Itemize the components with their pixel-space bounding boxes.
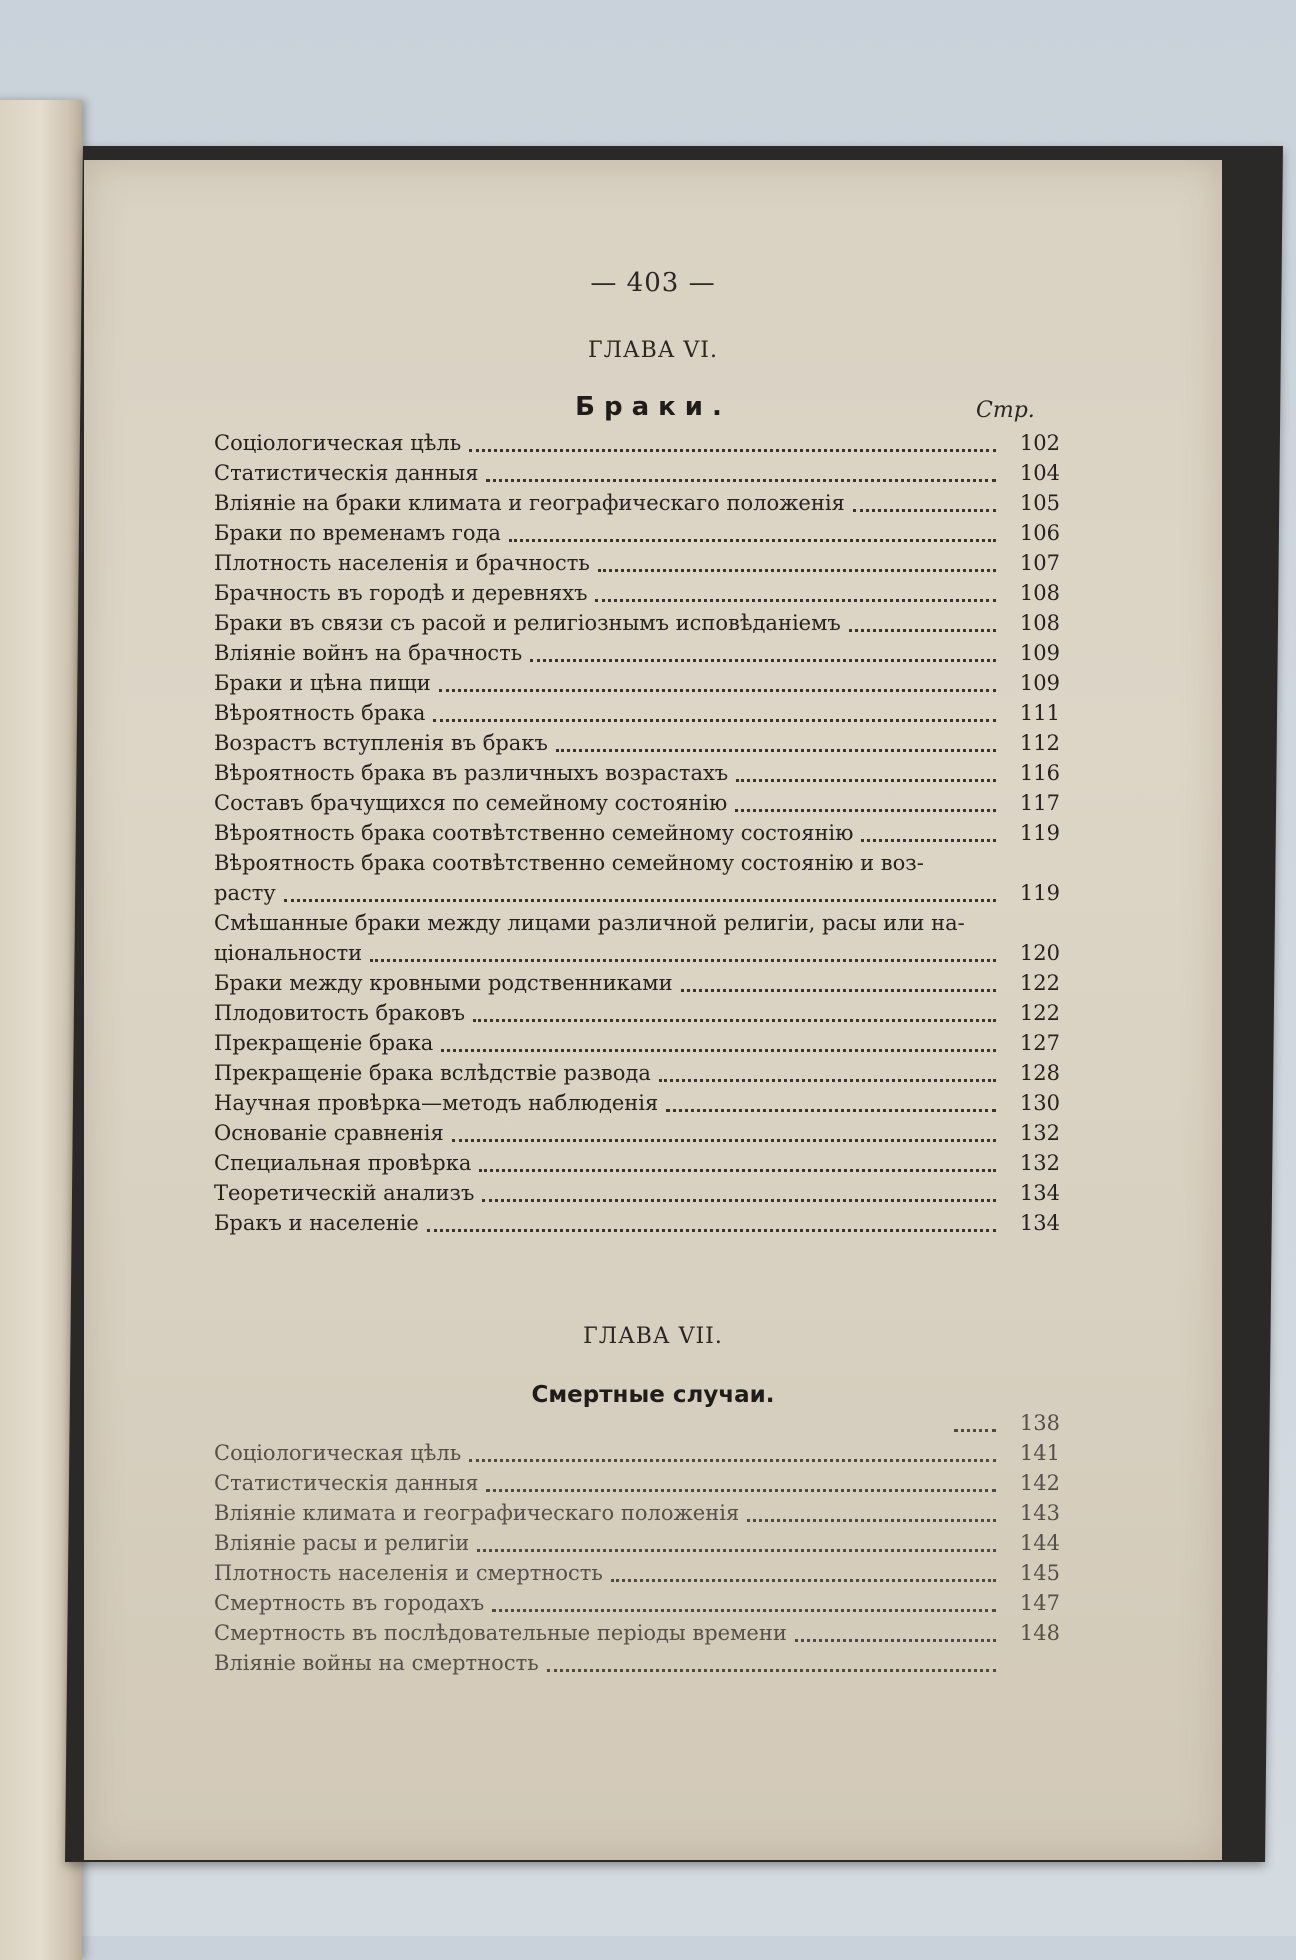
toc-entry: Прекращеніе брака 127	[214, 1031, 1060, 1055]
toc-entry: Брачность въ городѣ и деревняхъ 108	[214, 581, 1060, 605]
page-number: — 403 —	[590, 268, 716, 298]
toc-entry: Браки и цѣна пищи 109	[214, 671, 1060, 695]
chapter-7-contents	[214, 1408, 1060, 1678]
toc-entry: Вліяніе войны на смертность	[214, 1648, 1060, 1678]
page-column-heading: Стр.	[976, 398, 1035, 423]
toc-entry-wrapped: Вѣроятность брака соотвѣтственно семейному состоянію и воз- расту 119	[214, 851, 1060, 905]
chapter-6-title: Браки.	[575, 392, 731, 422]
book-page	[84, 160, 1222, 1860]
toc-entry: Прекращеніе брака вслѣдствіе развода 128	[214, 1061, 1060, 1085]
toc-entry: Научная провѣрка—методъ наблюденія 130	[214, 1091, 1060, 1115]
toc-entry: 138	[214, 1408, 1060, 1438]
chapter-6-contents	[214, 428, 1060, 1238]
toc-entry: Бракъ и населеніе 134	[214, 1211, 1060, 1235]
toc-entry: Вліяніе на браки климата и географическаго положенія 105	[214, 491, 1060, 515]
toc-entry: Вліяніе войнъ на брачность 109	[214, 641, 1060, 665]
toc-entry: Браки въ связи съ расой и религіознымъ исповѣданіемъ 108	[214, 611, 1060, 635]
chapter-6-heading: ГЛАВА VI.	[588, 338, 718, 363]
toc-entry: Теоретическій анализъ 134	[214, 1181, 1060, 1205]
toc-entry: Составъ брачущихся по семейному состоянію 117	[214, 791, 1060, 815]
toc-entry-wrapped: Смѣшанные браки между лицами различной религіи, расы или на- ціональности 120	[214, 911, 1060, 965]
chapter-7-title: Смертные случаи.	[531, 1382, 775, 1408]
toc-entry: Смертность въ послѣдовательные періоды времени 148	[214, 1621, 1060, 1645]
toc-entry: Вѣроятность брака въ различныхъ возрастахъ 116	[214, 761, 1060, 785]
toc-entry: Соціологическая цѣль 141	[214, 1441, 1060, 1465]
toc-entry: Вѣроятность брака соотвѣтственно семейному состоянію 119	[214, 821, 1060, 845]
toc-entry: Соціологическая цѣль 102	[214, 431, 1060, 455]
toc-entry: Статистическія данныя 104	[214, 461, 1060, 485]
toc-entry: Вліяніе климата и географическаго положенія 143	[214, 1501, 1060, 1525]
toc-entry: Браки между кровными родственниками 122	[214, 971, 1060, 995]
toc-entry: Специальная провѣрка 132	[214, 1151, 1060, 1175]
chapter-7-heading: ГЛАВА VII.	[583, 1324, 723, 1349]
toc-entry: Плотность населенія и смертность 145	[214, 1561, 1060, 1585]
toc-entry: Вліяніе расы и религіи 144	[214, 1531, 1060, 1555]
toc-entry: Браки по временамъ года 106	[214, 521, 1060, 545]
toc-entry: Смертность въ городахъ 147	[214, 1591, 1060, 1615]
toc-entry: Плодовитость браковъ 122	[214, 1001, 1060, 1025]
toc-entry: Основаніе сравненія 132	[214, 1121, 1060, 1145]
toc-entry: Возрастъ вступленія въ бракъ 112	[214, 731, 1060, 755]
toc-entry: Вѣроятность брака 111	[214, 701, 1060, 725]
toc-entry: Статистическія данныя 142	[214, 1471, 1060, 1495]
toc-entry: Плотность населенія и брачность 107	[214, 551, 1060, 575]
